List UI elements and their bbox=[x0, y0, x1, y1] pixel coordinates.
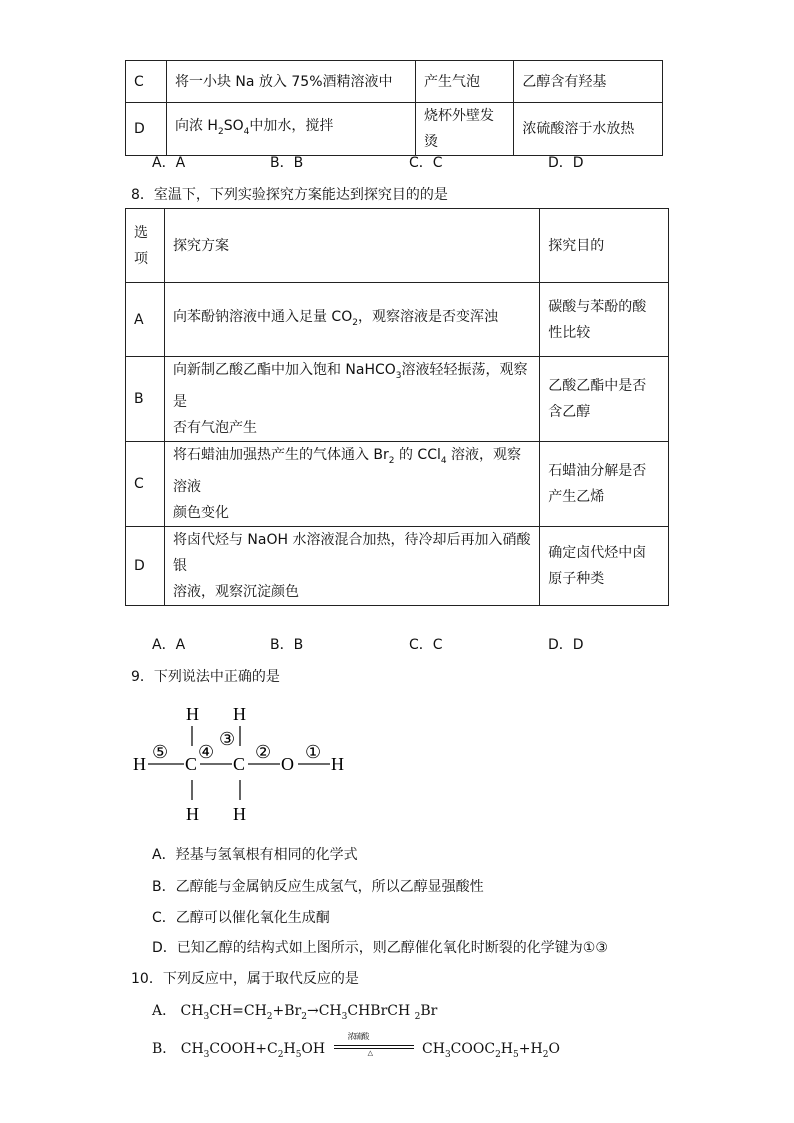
goal-cell: 石蜡油分解是否 产生乙烯 bbox=[540, 441, 669, 526]
q9-option-a: A．羟基与氢氧根有相同的化学式 bbox=[152, 847, 358, 863]
reaction-condition: 浓硫酸 bbox=[347, 1032, 369, 1041]
option-d: D．D bbox=[548, 637, 584, 653]
phenomenon-cell: 产生气泡 bbox=[416, 61, 514, 103]
goal-cell: 乙酸乙酯中是否 含乙醇 bbox=[540, 357, 669, 442]
option-a: A．A bbox=[152, 637, 186, 653]
header-option: 选 项 bbox=[126, 209, 165, 283]
q10-stem: 10．下列反应中，属于取代反应的是 bbox=[131, 971, 359, 987]
table-2 bbox=[125, 208, 669, 606]
q10-option-b: B． $CH_3COOH+C_2H_5OH$ 浓硫酸 △ $CH_3COOC_2H_5+H_2O$ bbox=[152, 1032, 560, 1060]
q9-option-c: C．乙醇可以催化氧化生成酮 bbox=[152, 910, 330, 926]
atom-h-left: H bbox=[133, 754, 146, 774]
table-1 bbox=[125, 60, 663, 156]
option-a: A．A bbox=[152, 155, 186, 171]
table-header-row bbox=[126, 209, 669, 283]
bond-label-5: ⑤ bbox=[152, 742, 169, 762]
option-b: B．B bbox=[270, 155, 304, 171]
atom-h-right: H bbox=[331, 754, 344, 774]
reaction-arrow bbox=[334, 1032, 414, 1057]
equilibrium-arrows bbox=[334, 1045, 414, 1046]
q10-option-a: A． $CH_3CH=CH_2+Br_2\to CH_3CHBrCH$ $_2$Br bbox=[152, 1003, 438, 1022]
atom-c1: C bbox=[185, 754, 198, 774]
bond-label-1: ① bbox=[305, 742, 322, 762]
option-c: C．C bbox=[409, 155, 443, 171]
header-plan: 探究方案 bbox=[164, 209, 539, 283]
ethanol-structural-formula bbox=[130, 700, 370, 830]
header-goal: 探究目的 bbox=[540, 209, 669, 283]
row-label: C bbox=[126, 441, 165, 526]
table-row bbox=[126, 441, 669, 526]
operation-cell: 将一小块 Na 放入 75%酒精溶液中 bbox=[166, 61, 415, 103]
operation-cell: 向浓 $H_2SO_4$中加水，搅拌 bbox=[166, 103, 415, 156]
plan-cell: 向新制乙酸乙酯中加入饱和 NaHCO$_3$溶液轻轻振荡，观察是 否有气泡产生 bbox=[164, 357, 539, 442]
atom-h-bottom-2: H bbox=[233, 804, 246, 824]
table-row bbox=[126, 61, 663, 103]
q9-stem: 9．下列说法中正确的是 bbox=[131, 669, 280, 685]
option-c: C．C bbox=[409, 637, 443, 653]
plan-cell: 向苯酚钠溶液中通入足量 $CO_2$，观察溶液是否变浑浊 bbox=[164, 283, 539, 357]
bond-label-2: ② bbox=[255, 742, 272, 762]
bond-label-3: ③ bbox=[219, 729, 236, 749]
conclusion-cell: 浓硫酸溶于水放热 bbox=[514, 103, 663, 156]
row-label: B bbox=[126, 357, 165, 442]
table-row bbox=[126, 283, 669, 357]
option-d: D．D bbox=[548, 155, 584, 171]
plan-cell: 将卤代烃与 NaOH 水溶液混合加热，待冷却后再加入硝酸银 溶液，观察沉淀颜色 bbox=[164, 526, 539, 605]
goal-cell: 碳酸与苯酚的酸 性比较 bbox=[540, 283, 669, 357]
goal-cell: 确定卤代烃中卤 原子种类 bbox=[540, 526, 669, 605]
reaction-condition-heat: △ bbox=[367, 1049, 373, 1057]
atom-c2: C bbox=[233, 754, 246, 774]
bond-label-4: ④ bbox=[198, 742, 215, 762]
q9-option-d: D．已知乙醇的结构式如上图所示，则乙醇催化氧化时断裂的化学键为①③ bbox=[152, 940, 608, 956]
table-row bbox=[126, 103, 663, 156]
row-label: C bbox=[126, 61, 167, 103]
atom-h-top-2: H bbox=[233, 704, 246, 724]
atom-h-bottom-1: H bbox=[186, 804, 199, 824]
phenomenon-cell: 烧杯外壁发烫 bbox=[416, 103, 514, 156]
option-b: B．B bbox=[270, 637, 304, 653]
atom-o: O bbox=[281, 754, 294, 774]
q8-stem: 8．室温下，下列实验探究方案能达到探究目的的是 bbox=[131, 187, 448, 203]
conclusion-cell: 乙醇含有羟基 bbox=[514, 61, 663, 103]
equilibrium-arrows-lower bbox=[334, 1048, 414, 1049]
row-label: D bbox=[126, 526, 165, 605]
table-row bbox=[126, 357, 669, 442]
plan-cell: 将石蜡油加强热产生的气体通入 $Br_2$ 的 CCl$_4$ 溶液，观察溶液 颜色变化 bbox=[164, 441, 539, 526]
atom-h-top-1: H bbox=[186, 704, 199, 724]
table-row bbox=[126, 526, 669, 605]
row-label: D bbox=[126, 103, 167, 156]
row-label: A bbox=[126, 283, 165, 357]
q9-option-b: B．乙醇能与金属钠反应生成氢气，所以乙醇显强酸性 bbox=[152, 879, 484, 895]
